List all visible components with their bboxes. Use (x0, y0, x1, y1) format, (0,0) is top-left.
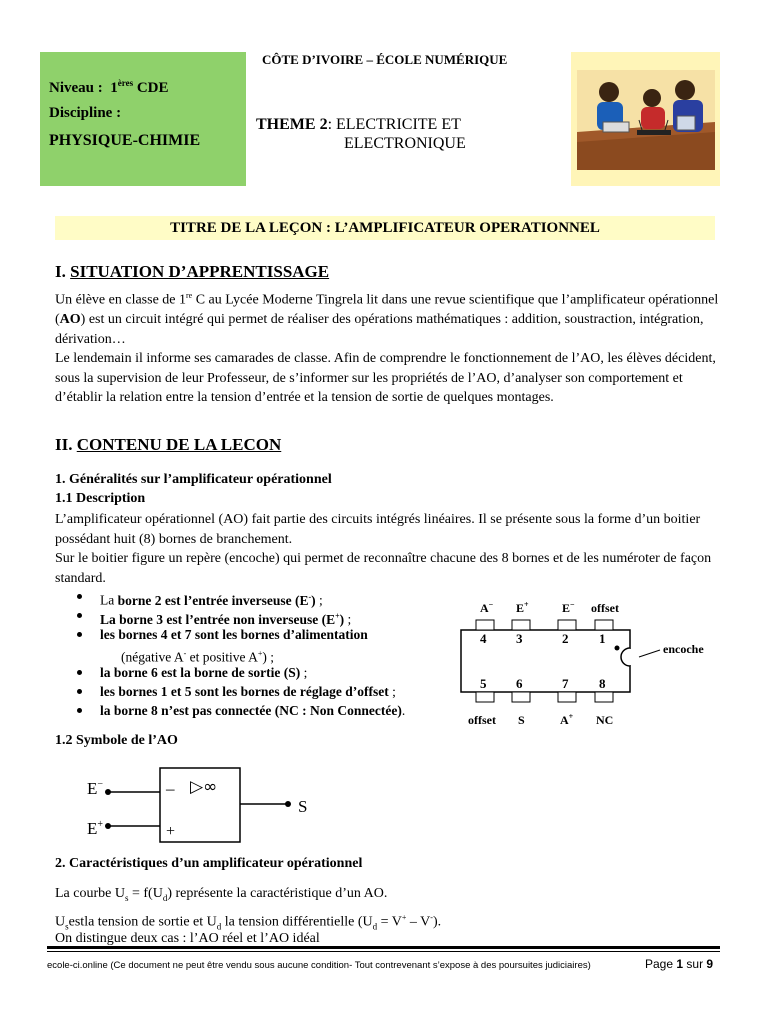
description-p2: Sur le boitier figure un repère (encoche) qui permet de reconnaître chacune des 8 bornes et de les numéroter de façon standard. (55, 551, 712, 586)
description-p1: L’amplificateur opérationnel (AO) fait partie des circuits intégrés linéaires. Il se présente sous la forme d’un boitier possédant huit (8) bornes de branchement. (55, 512, 701, 547)
bullet-dot (77, 670, 82, 675)
input-minus-terminal (105, 789, 111, 795)
top-labels (480, 600, 619, 615)
c2-g: ). (432, 914, 442, 930)
c2-sub-d: d (216, 921, 222, 932)
bullet-3-sup-2: + (257, 649, 263, 658)
bottom-labels (468, 712, 613, 727)
minus-sign: – (166, 779, 175, 798)
pin-8: 8 (599, 676, 606, 691)
bullet-4-text: la borne 6 est la borne de sortie (S) (100, 665, 301, 680)
pin1-dot (615, 646, 620, 651)
list-item (74, 606, 405, 625)
characteristics-line-1 (55, 884, 720, 908)
country-school-title: CÔTE D’IVOIRE – ÉCOLE NUMÉRIQUE (262, 52, 508, 67)
output-terminal (285, 801, 291, 807)
footer-separator-thin (47, 951, 720, 952)
page-total: 9 (706, 957, 714, 971)
situation-paragraph (55, 286, 720, 408)
cut-off-text: On distingue deux cas : l’AO réel et l’AO idéal (55, 931, 320, 946)
section-2-number: II. (55, 435, 73, 454)
discipline-label: Discipline : (49, 105, 122, 121)
niveau-classes: CDE (136, 80, 169, 96)
bullet-5-text: les bornes 1 et 5 sont les bornes de réglage d’offset (100, 684, 389, 699)
c2-a: U (55, 914, 66, 930)
subsection-1-2-heading: 1.2 Symbole de l’AO (55, 733, 178, 748)
lesson-title: TITRE DE LA LEÇON : L’AMPLIFICATEUR OPERATIONNEL (55, 216, 715, 240)
c2-sub-s: s (65, 921, 69, 932)
plus-sign: + (166, 823, 176, 840)
c2-e: = V (377, 914, 402, 930)
situation-p1 (55, 286, 720, 349)
description-paragraph (55, 510, 720, 588)
bullet-2-post: ; (344, 611, 352, 627)
bullet-4-post: ; (300, 665, 308, 680)
c2-sup-minus: - (430, 913, 433, 923)
theme-text-1: : ELECTRICITE ET (327, 116, 461, 133)
students-computers-illustration (577, 70, 715, 170)
in-plus-label: E+ (87, 819, 104, 838)
notch-pointer (639, 650, 660, 657)
pin-3: 3 (516, 631, 523, 646)
bullet-1-post: ; (315, 592, 323, 608)
list-item (74, 701, 405, 720)
footer-copyright-note: ecole-ci.online (Ce document ne peut être vendu sous aucune condition- Tout contrevenant s’expose à des poursuites judiciaires) (47, 960, 591, 971)
pin-2: 2 (562, 631, 569, 646)
situation-p1-a: Un élève en classe de 1 (55, 292, 186, 308)
of-word: sur (686, 957, 704, 971)
niveau-label: Niveau : (49, 80, 103, 96)
theme-label: THEME 2 (256, 116, 328, 133)
pin-list (74, 587, 405, 720)
page-indicator (645, 957, 713, 971)
niveau-sup: ères (117, 78, 134, 88)
label-a-minus: A− (480, 600, 494, 615)
list-item (74, 587, 405, 606)
bullet-6-post: . (401, 703, 406, 718)
niveau-line (49, 78, 169, 97)
notch-mask (628, 649, 632, 665)
theme-line-1 (256, 116, 461, 134)
bullet-dot (77, 708, 82, 713)
bullet-1-text: borne 2 est l’entrée inverseuse (E (117, 592, 309, 608)
subsection-1-1-heading: 1.1 Description (55, 491, 146, 506)
c1-a: La courbe U (55, 886, 125, 901)
bullet-3-sub-b: et positive A (186, 649, 258, 665)
label-s: S (518, 713, 525, 727)
pin-7: 7 (562, 676, 569, 691)
bullet-dot (77, 613, 82, 618)
subsection-2-heading: 2. Caractéristiques d’un amplificateur opérationnel (55, 856, 363, 871)
c1-sub-d: d (162, 892, 168, 903)
notch-label: encoche (663, 642, 704, 656)
bullet-3-sup-1: - (183, 649, 187, 658)
bullet-5-post: ; (388, 684, 396, 699)
page-word: Page (645, 957, 674, 971)
c2-c: la tension différentielle (U (221, 914, 373, 930)
bullet-dot (77, 594, 82, 599)
bullet-2-close: ) (339, 611, 345, 627)
header-illustration (571, 52, 720, 186)
section-1-title: SITUATION D’APPRENTISSAGE (70, 262, 330, 281)
bullet-1-pre: La (100, 592, 118, 608)
out-label: S (298, 797, 308, 816)
bullet-dot (77, 632, 82, 637)
situation-p1-b: C au Lycée Moderne Tingrela lit dans une revue scientifique que l’amplificateur opérationnel ( (55, 292, 719, 328)
niveau-number: 1 (110, 80, 118, 96)
pin-5: 5 (480, 676, 487, 691)
page-number: 1 (676, 957, 684, 971)
bullet-2-text: La borne 3 est l’entrée non inverseuse (E (100, 611, 336, 627)
bullet-3-sub-c: ) ; (262, 649, 275, 665)
bullet-dot (77, 689, 82, 694)
section-2-title: CONTENU DE LA LECON (76, 435, 282, 454)
c1-c: ) représente la caractéristique d’un AO. (167, 886, 388, 901)
situation-p1-c: ) est un circuit intégré qui permet de réaliser des opérations mathématiques : addition, soustraction, intégration, dérivation… (55, 312, 704, 347)
pinout-diagram (455, 596, 725, 732)
section-2-heading (55, 435, 281, 455)
label-e-plus: E+ (516, 600, 529, 615)
c1-sub-s: s (124, 892, 129, 903)
section-1-number: I. (55, 262, 66, 281)
characteristics-paragraph (55, 884, 720, 937)
situation-p1-sup: re (186, 291, 193, 300)
c2-b: estla tension de sortie et U (68, 914, 217, 930)
situation-p1-ao: AO (59, 312, 81, 328)
footer-separator-thick (47, 946, 720, 949)
label-offset-bottom: offset (468, 713, 496, 727)
discipline-value: PHYSIQUE-CHIMIE (49, 132, 201, 149)
label-offset-top: offset (591, 601, 619, 615)
theme-line-2: ELECTRONIQUE (344, 135, 466, 152)
list-item-continuation (74, 644, 405, 663)
list-item (74, 682, 405, 701)
pin-6: 6 (516, 676, 523, 691)
list-item (74, 663, 405, 682)
situation-p2: Le lendemain il informe ses camarades de classe. Afin de comprendre le fonctionnement de l’AO, les élèves décident, sous la supervision de leur Professeur, de s’informer sur les propriétés de l’AO, d’analyser son comportement et d’établir la relation entre la tension d’entrée et la tension de sortie de quelques montages. (55, 351, 716, 406)
label-e-minus: E− (562, 600, 575, 615)
gain-symbol: ▷∞ (190, 777, 218, 797)
pin-4: 4 (480, 631, 487, 646)
label-nc: NC (596, 713, 614, 727)
subsection-1-heading: 1. Généralités sur l’amplificateur opérationnel (55, 472, 332, 487)
pin-1: 1 (599, 631, 606, 646)
bullet-3-sub-a: (négative A (121, 649, 184, 665)
section-1-heading (55, 262, 329, 282)
bullet-6-text: la borne 8 n’est pas connectée (NC : Non Connectée) (100, 703, 402, 718)
list-item (74, 625, 405, 644)
bullet-2-sup: + (335, 611, 340, 620)
cut-off-line (55, 931, 320, 946)
c1-b: = f(U (128, 886, 163, 901)
c2-sup-plus: + (401, 913, 407, 923)
bullet-3-text: les bornes 4 et 7 sont les bornes d’alimentation (100, 627, 368, 642)
label-a-plus: A+ (560, 712, 574, 727)
ao-symbol-diagram (80, 762, 320, 848)
c2-f: – V (406, 914, 431, 930)
input-plus-terminal (105, 823, 111, 829)
header-info-box (40, 52, 246, 186)
c2-sub-d2: d (372, 921, 378, 932)
bullet-1-close: ) (311, 592, 316, 608)
bullet-1-sup: - (308, 592, 312, 601)
in-minus-label: E− (87, 779, 104, 798)
